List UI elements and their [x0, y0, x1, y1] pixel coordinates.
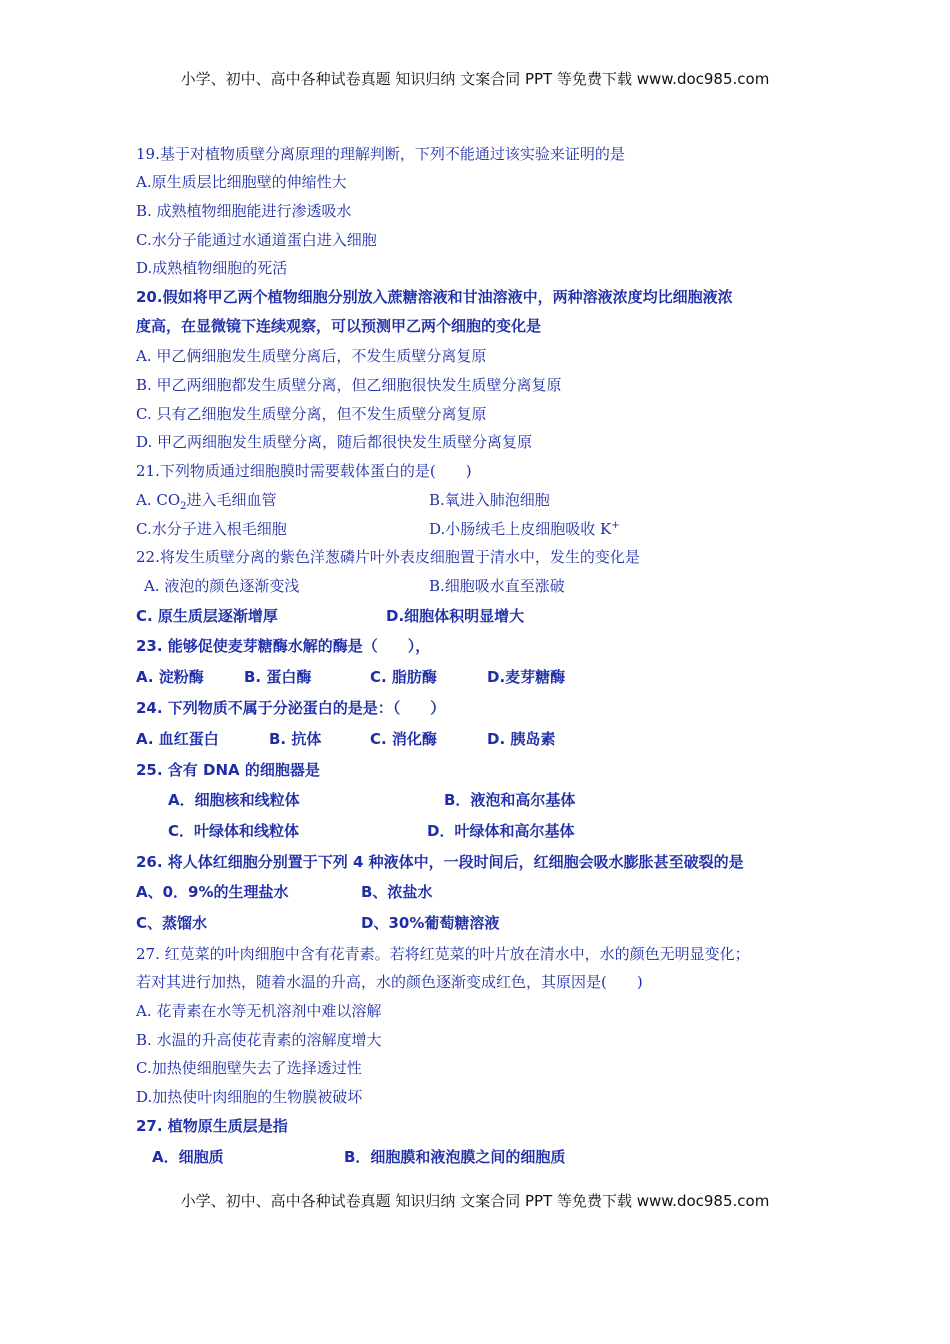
q21-option-d-text: D.小肠绒毛上皮细胞吸收 K	[429, 520, 612, 538]
q27a-stem-line2: 若对其进行加热，随着水温的升高，水的颜色逐渐变成红色，其原因是( )	[136, 973, 643, 991]
q27b-stem: 27. 植物原生质层是指	[136, 1117, 288, 1135]
q24-option-a: A. 血红蛋白	[136, 730, 219, 748]
q27a-option-c: C.加热使细胞壁失去了选择透过性	[136, 1059, 362, 1077]
q27a-option-b: B. 水温的升高使花青素的溶解度增大	[136, 1031, 382, 1049]
q25-option-d: D．叶绿体和高尔基体	[427, 822, 575, 840]
q21-option-a	[136, 490, 277, 510]
q22-option-a: A. 液泡的颜色逐渐变浅	[144, 577, 300, 595]
q24-option-b: B. 抗体	[269, 730, 322, 748]
q25-stem: 25. 含有 DNA 的细胞器是	[136, 761, 320, 779]
q21-option-c: C.水分子进入根毛细胞	[136, 520, 287, 538]
q27a-stem-line1: 27. 红苋菜的叶肉细胞中含有花青素。若将红苋菜的叶片放在清水中，水的颜色无明显变化；	[136, 945, 750, 963]
q20-option-a: A. 甲乙俩细胞发生质壁分离后，不发生质壁分离复原	[136, 347, 487, 365]
q23-option-d: D.麦芽糖酶	[487, 668, 566, 686]
q25-option-a: A．细胞核和线粒体	[168, 791, 300, 809]
q19-stem: 19.基于对植物质壁分离原理的理解判断，下列不能通过该实验来证明的是	[136, 145, 625, 163]
q26-option-b: B、浓盐水	[361, 883, 433, 901]
q21-option-d	[429, 519, 620, 539]
page-header: 小学、初中、高中各种试卷真题 知识归纳 文案合同 PPT 等免费下载 www.doc985.com	[180, 70, 770, 88]
q26-option-a: A、0．9%的生理盐水	[136, 883, 289, 901]
q21-option-a-prefix: A. CO	[136, 491, 181, 509]
q19-option-b: B. 成熟植物细胞能进行渗透吸水	[136, 202, 352, 220]
q27a-option-a: A. 花青素在水等无机溶剂中难以溶解	[136, 1002, 382, 1020]
q25-option-c: C．叶绿体和线粒体	[168, 822, 300, 840]
q25-option-b: B．液泡和高尔基体	[444, 791, 576, 809]
q20-option-d: D. 甲乙两细胞发生质壁分离，随后都很快发生质壁分离复原	[136, 433, 533, 451]
q20-option-c: C. 只有乙细胞发生质壁分离，但不发生质壁分离复原	[136, 405, 487, 423]
q26-option-d: D、30%葡萄糖溶液	[361, 914, 500, 932]
q21-option-a-suffix: 进入毛细血管	[186, 491, 277, 509]
q27a-option-d: D.加热使叶肉细胞的生物膜被破坏	[136, 1088, 363, 1106]
q24-stem: 24. 下列物质不属于分泌蛋白的是是：（ ）	[136, 699, 446, 717]
q22-stem: 22.将发生质壁分离的紫色洋葱磷片叶外表皮细胞置于清水中，发生的变化是	[136, 548, 640, 566]
q23-option-b: B. 蛋白酶	[244, 668, 312, 686]
q23-stem: 23. 能够促使麦芽糖酶水解的酶是（ ），	[136, 637, 431, 655]
q26-stem: 26. 将人体红细胞分别置于下列 4 种液体中，一段时间后，红细胞会吸水膨胀甚至破裂的是	[136, 853, 744, 871]
q23-option-a: A. 淀粉酶	[136, 668, 204, 686]
page-footer: 小学、初中、高中各种试卷真题 知识归纳 文案合同 PPT 等免费下载 www.doc985.com	[180, 1192, 770, 1210]
q20-stem-line2: 度高，在显微镜下连续观察，可以预测甲乙两个细胞的变化是	[136, 317, 542, 335]
q26-option-c: C、蒸馏水	[136, 914, 208, 932]
q24-option-d: D. 胰岛素	[487, 730, 556, 748]
q22-option-c: C. 原生质层逐渐增厚	[136, 607, 278, 625]
q20-stem-line1: 20.假如将甲乙两个植物细胞分别放入蔗糖溶液和甘油溶液中，两种溶液浓度均比细胞液浓	[136, 288, 733, 306]
q24-option-c: C. 消化酶	[370, 730, 437, 748]
q27b-option-a: A．细胞质	[152, 1148, 224, 1166]
q21-option-a-subscript: 2	[180, 501, 187, 512]
q19-option-a: A.原生质层比细胞壁的伸缩性大	[136, 173, 347, 191]
q19-option-d: D.成熟植物细胞的死活	[136, 259, 288, 277]
q22-option-b: B.细胞吸水直至涨破	[429, 577, 565, 595]
q19-option-c: C.水分子能通过水通道蛋白进入细胞	[136, 231, 377, 249]
q21-option-d-superscript: +	[611, 520, 620, 531]
q21-stem: 21.下列物质通过细胞膜时需要载体蛋白的是( )	[136, 462, 472, 480]
q20-option-b: B. 甲乙两细胞都发生质壁分离，但乙细胞很快发生质壁分离复原	[136, 376, 562, 394]
q22-option-d: D.细胞体积明显增大	[386, 607, 525, 625]
q23-option-c: C. 脂肪酶	[370, 668, 437, 686]
q21-option-b: B.氧进入肺泡细胞	[429, 491, 550, 509]
q27b-option-b: B．细胞膜和液泡膜之间的细胞质	[344, 1148, 566, 1166]
